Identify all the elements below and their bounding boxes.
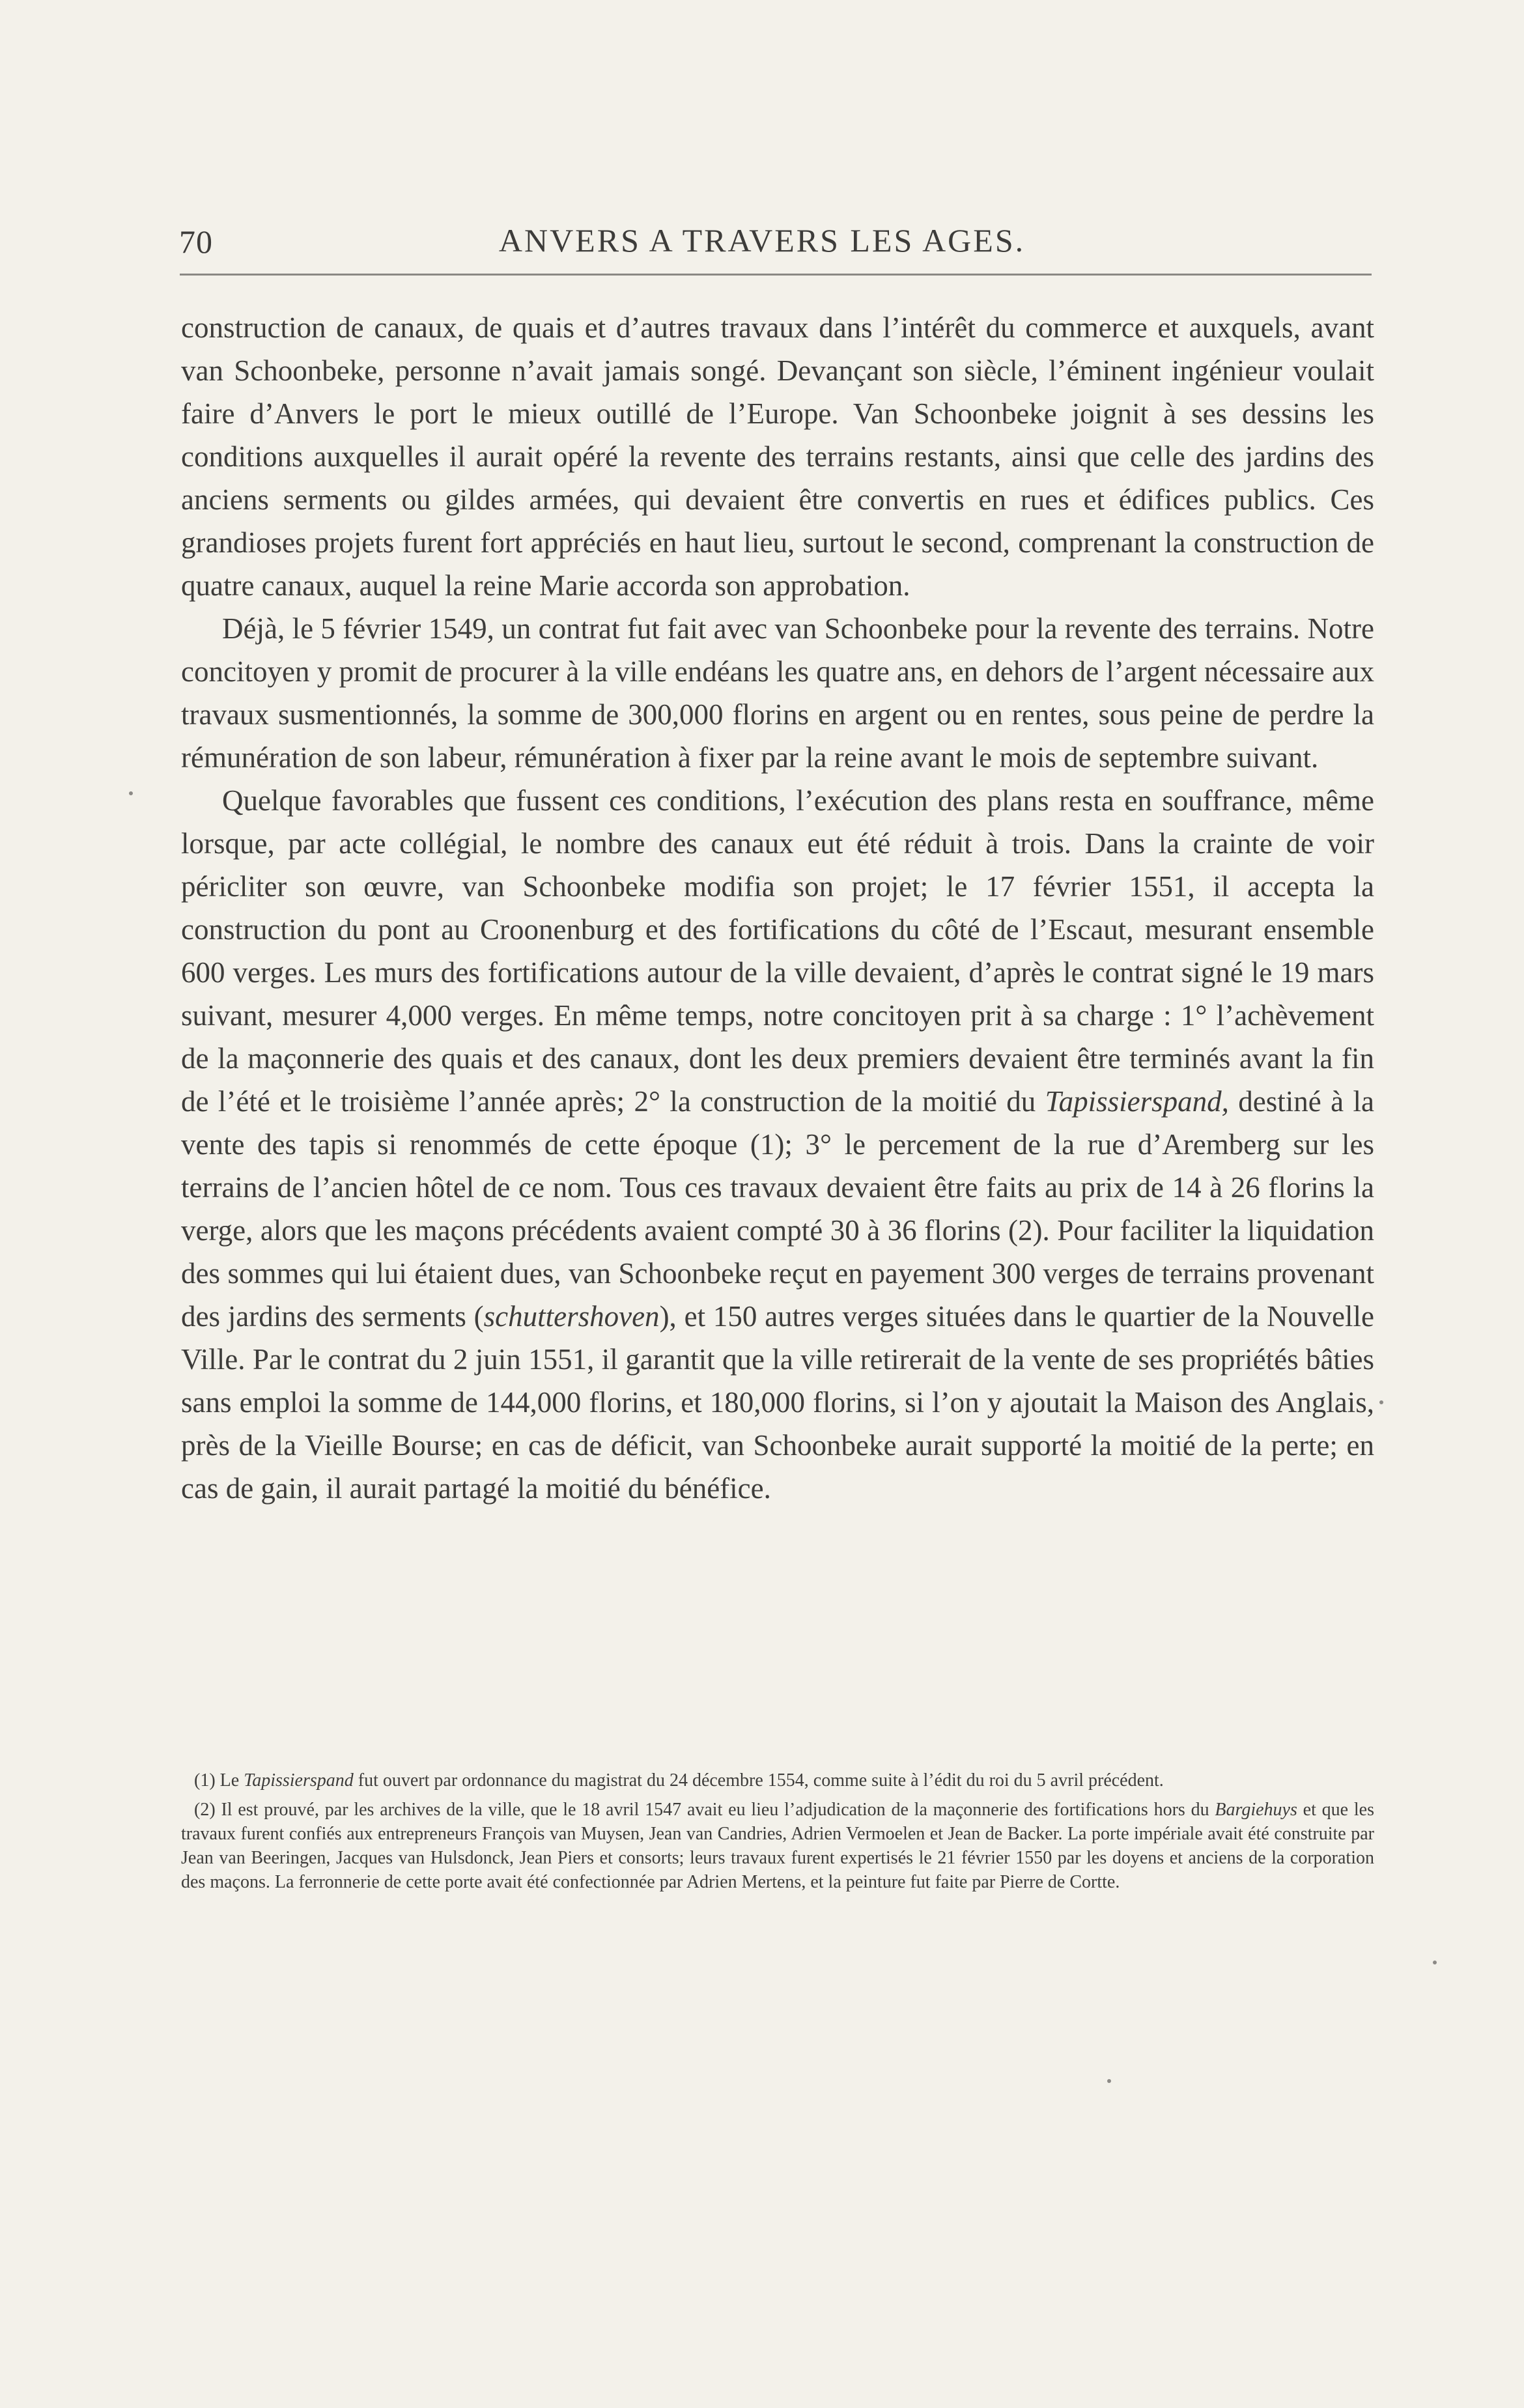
margin-speck [129,791,133,795]
margin-speck [1379,1400,1383,1404]
paragraph-3 [181,779,1374,1510]
paragraph-2: Déjà, le 5 février 1549, un contrat fut fait avec van Schoonbeke pour la revente des terrains. Notre concitoyen y promit de procurer à la ville endéans les quatre ans, en dehors de l’argent nécessaire aux travaux susmentionnés, la somme de 300,000 florins en argent ou en rentes, sous peine de perdre la rémunération de son labeur, rémunération à fixer par la reine avant le mois de septembre suivant. [181,612,1374,774]
footnote-1-part-2: fut ouvert par ordonnance du magistrat du 24 décembre 1554, comme suite à l’édit du roi du 5 avril précédent. [353,1770,1164,1791]
tapissierspand-term: Tapissierspand, [1045,1085,1229,1118]
margin-speck [1107,2079,1111,2083]
footnote-1 [181,1768,1374,1792]
page-number: 70 [179,223,213,260]
footnotes [181,1768,1374,1899]
footnote-2-term: Bargiehuys [1215,1800,1297,1820]
paragraph-1: construction de canaux, de quais et d’autres travaux dans l’intérêt du commerce et auxquels, avant van Schoonbeke, personne n’avait jamais songé. Devançant son siècle, l’éminent ingénieur voulait faire d’Anvers le port le mieux outillé de l’Europe. Van Schoonbeke joignit à ses dessins les conditions auxquelles il aurait opéré la revente des terrains restants, ainsi que celle des jardins des anciens serments ou gildes armées, qui devaient être convertis en rues et édifices publics. Ces grandioses projets furent fort appréciés en haut lieu, surtout le second, comprenant la construction de quatre canaux, auquel la reine Marie accorda son approbation. [181,311,1374,602]
footnote-2 [181,1798,1374,1894]
footnote-1-term: Tapissierspand [244,1770,354,1791]
footnote-1-part-1: (1) Le [194,1770,244,1791]
header-rule [180,274,1372,276]
paragraph-3-part-3: ), et 150 autres verges situées dans le quartier de la Nouvelle Ville. Par le contrat du 2 juin 1551, il garantit que la ville retirerait de la vente de ses propriétés bâties sans emploi la somme de 144,000 florins, et 180,000 florins, si l’on y ajoutait la Maison des Anglais, près de la Vieille Bourse; en cas de déficit, van Schoonbeke aurait supporté la moitié de la perte; en cas de gain, il aurait partagé la moitié du bénéfice. [181,1300,1374,1505]
paragraph-3-part-1: Quelque favorables que fussent ces conditions, l’exécution des plans resta en souffrance, même lorsque, par acte collégial, le nombre des canaux eut été réduit à trois. Dans la crainte de voir péricliter son œuvre, van Schoonbeke modifia son projet; le 17 février 1551, il accepta la construction du pont au Croonenburg et des fortifications du côté de l’Escaut, mesurant ensemble 600 verges. Les murs des fortifications autour de la ville devaient, d’après le contrat signé le 19 mars suivant, mesurer 4,000 verges. En même temps, notre concitoyen prit à sa charge : 1° l’achèvement de la maçonnerie des quais et des canaux, dont les deux premiers devaient être terminés avant la fin de l’été et le troisième l’année après; 2° la construction de la moitié du [181,784,1374,1118]
running-title: ANVERS A TRAVERS LES AGES. [498,222,1026,259]
footnote-2-part-2: et que les travaux furent confiés aux entrepreneurs François van Muysen, Jean van Candries, Adrien Vermoelen et Jean de Backer. La porte impériale avait été construite par Jean van Beeringen, Jacques van Hulsdonck, Jean Piers et consorts; leurs travaux furent expertisés le 21 février 1550 par les doyens et anciens de la corporation des maçons. La ferronnerie de cette porte avait été confectionnée par Adrien Mertens, et la peinture fut faite par Pierre de Cortte. [181,1800,1374,1892]
main-text [181,306,1374,1510]
paragraph-3-part-2: destiné à la vente des tapis si renommés de cette époque (1); 3° le percement de la rue d’Aremberg sur les terrains de l’ancien hôtel de ce nom. Tous ces travaux devaient être faits au prix de 14 à 26 florins la verge, alors que les maçons précédents avaient compté 30 à 36 florins (2). Pour faciliter la liquidation des sommes qui lui étaient dues, van Schoonbeke reçut en payement 300 verges de terrains provenant des jardins des serments ( [181,1085,1374,1333]
schuttershoven-term: schuttershoven [483,1300,660,1333]
footnote-2-part-1: (2) Il est prouvé, par les archives de la ville, que le 18 avril 1547 avait eu lieu l’adjudication de la maçonnerie des fortifications hors du [194,1800,1215,1820]
margin-speck [1433,1961,1437,1964]
